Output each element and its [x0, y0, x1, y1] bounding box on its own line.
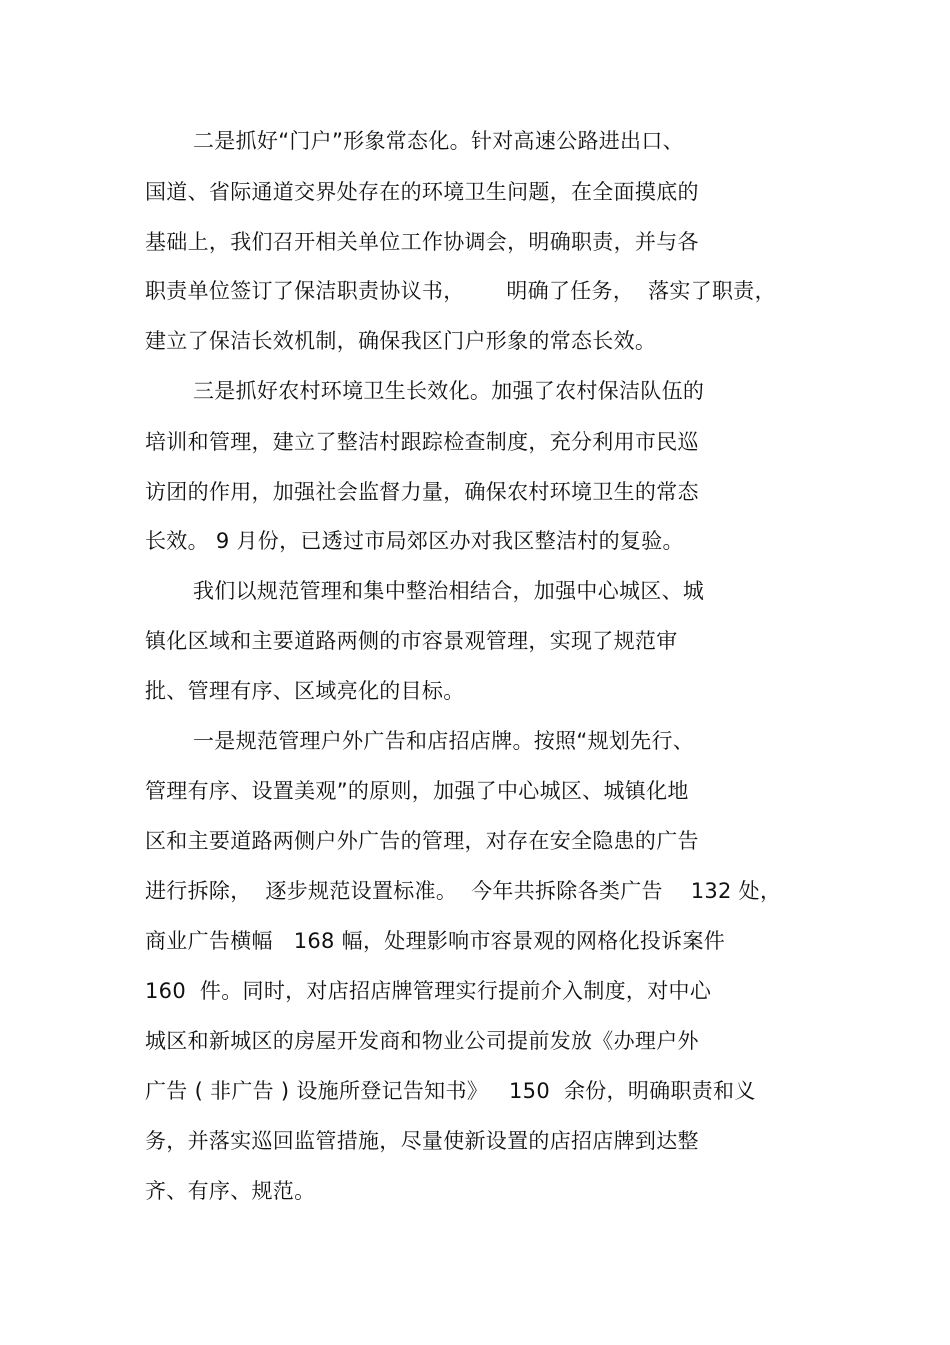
- paragraph-1-line-4: 职责单位签订了保洁职责协议书， 明确了任务， 落实了职责，: [145, 279, 776, 303]
- paragraph-4-line-2: 管理有序、设置美观”的原则，加强了中心城区、城镇化地: [145, 779, 689, 803]
- paragraph-2-line-3: 访团的作用，加强社会监督力量，确保农村环境卫生的常态: [145, 480, 699, 504]
- paragraph-1-line-1: 二是抓好“门户”形象常态化。针对高速公路进出口、: [193, 129, 684, 153]
- paragraph-4-line-10: 齐、有序、规范。: [145, 1179, 316, 1203]
- paragraph-3-line-1: 我们以规范管理和集中整治相结合，加强中心城区、城: [193, 579, 705, 603]
- paragraph-4-line-1: 一是规范管理户外广告和店招店牌。按照“规划先行、: [193, 729, 695, 753]
- paragraph-4-line-4: 进行拆除， 逐步规范设置标准。 今年共拆除各类广告 132 处，: [145, 879, 782, 903]
- paragraph-4-line-9: 务，并落实巡回监管措施，尽量使新设置的店招店牌到达整: [145, 1129, 699, 1153]
- paragraph-4-line-6: 160 件。同时，对店招店牌管理实行提前介入制度，对中心: [145, 979, 712, 1003]
- paragraph-4-line-7: 城区和新城区的房屋开发商和物业公司提前发放《办理户外: [145, 1029, 699, 1053]
- paragraph-4-line-5: 商业广告横幅 168 幅，处理影响市容景观的网格化投诉案件: [145, 929, 726, 953]
- paragraph-3-line-3: 批、管理有序、区域亮化的目标。: [145, 679, 465, 703]
- paragraph-1-line-2: 国道、省际通道交界处存在的环境卫生问题，在全面摸底的: [145, 180, 699, 204]
- paragraph-4-line-8: 广告 ( 非广告 ) 设施所登记告知书》 150 余份，明确职责和义: [145, 1079, 756, 1103]
- paragraph-3-line-2: 镇化区域和主要道路两侧的市容景观管理，实现了规范审: [145, 629, 678, 653]
- paragraph-1-line-5: 建立了保洁长效机制，确保我区门户形象的常态长效。: [145, 329, 657, 353]
- paragraph-2-line-2: 培训和管理，建立了整洁村跟踪检查制度，充分利用市民巡: [145, 430, 699, 454]
- paragraph-2-line-4: 长效。 9 月份，已透过市局郊区办对我区整洁村的复验。: [145, 529, 684, 553]
- paragraph-4-line-3: 区和主要道路两侧户外广告的管理，对存在安全隐患的广告: [145, 829, 699, 853]
- paragraph-2-line-1: 三是抓好农村环境卫生长效化。加强了农村保洁队伍的: [193, 379, 705, 403]
- paragraph-1-line-3: 基础上，我们召开相关单位工作协调会，明确职责，并与各: [145, 230, 699, 254]
